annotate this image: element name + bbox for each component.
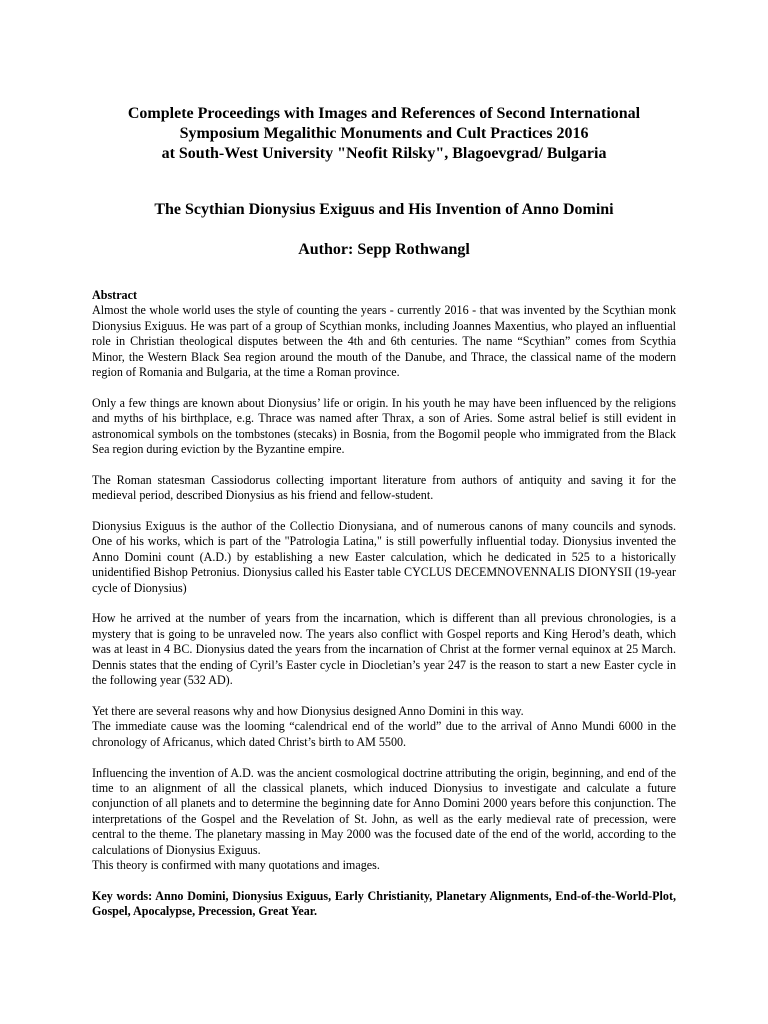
reasons-line: Yet there are several reasons why and how Dionysius designed Anno Domini in this way. [92, 703, 524, 718]
abstract-paragraph-3: The Roman statesman Cassiodorus collecting important literature from authors of antiquity and saving it for the medieval period, described Dionysius as his friend and fellow-student. [92, 472, 676, 503]
abstract-paragraph-5: How he arrived at the number of years from the incarnation, which is different than all previous chronologies, is a mystery that is going to be unraveled now. The years also conflict with Gospel reports and King Herod’s death, which was at least in 4 BC. Dionysius dated the years from the incarnation of Christ at the former vernal equinox at 25 March. Dennis states that the ending of Cyril’s Easter cycle in Diocletian’s year 247 is the reason to start a new Easter cycle in the following year (532 AD). [92, 611, 676, 688]
proceedings-header [92, 104, 676, 164]
keywords-paragraph: Key words: Anno Domini, Dionysius Exiguus, Early Christianity, Planetary Alignments, End-of-the-World-Plot, Gospel, Apocalypse, Precession, Great Year. [92, 888, 676, 919]
header-line-3: at South-West University "Neofit Rilsky", Blagoevgrad/ Bulgaria [161, 145, 607, 162]
paper-author: Author: Sepp Rothwangl [298, 241, 470, 258]
header-line-1: Complete Proceedings with Images and References of Second International [127, 105, 641, 122]
confirmed-line: This theory is confirmed with many quotations and images. [92, 857, 380, 872]
abstract-paragraph-4: Dionysius Exiguus is the author of the Collectio Dionysiana, and of numerous canons of many councils and synods. One of his works, which is part of the "Patrologia Latina," is still powerfully influential today. Dionysius invented the Anno Domini count (A.D.) by establishing a new Easter calculation, which he dedicated in 525 to a historically unidentified Bishop Petronius. Dionysius called his Easter table CYCLUS DECEMNOVENNALIS DIONYSII (19-year cycle of Dionysius) [92, 519, 676, 595]
immediate-cause-paragraph: The immediate cause was the looming “calendrical end of the world” due to the arrival of Anno Mundi 6000 in the chronology of Africanus, which dated Christ’s birth to AM 5500. [92, 719, 676, 749]
header-line-2: Symposium Megalithic Monuments and Cult Practices 2016 [179, 125, 589, 142]
influencing-paragraph: Influencing the invention of A.D. was the ancient cosmological doctrine attributing the origin, beginning, and end of the time to an alignment of all the classical planets, which induced Dionysius to investigate and calculate a future conjunction of all planets and to determine the beginning date for Anno Domini 2000 years before this conjunction. The interpretations of the Gospel and the Revelation of St. John, as well as the early medieval rate of precession, were central to the theme. The planetary massing in May 2000 was the focused date of the end of the world, according to the calculations of Dionysius Exiguus. [92, 765, 676, 857]
paper-title: The Scythian Dionysius Exiguus and His Invention of Anno Domini [154, 201, 614, 218]
abstract-paragraph-1-text: Almost the whole world uses the style of counting the years - currently 2016 - that was invented by the Scythian monk Dionysius Exiguus. He was part of a group of Scythian monks, including Joannes Maxentius, who played an influential role in Christian theological disputes between the 4th and 6th centuries. The name “Scythian” comes from Scythia Minor, the Western Black Sea region around the mouth of the Danube, and Thrace, the classical name of the modern region of Romania and Bulgaria, at the time a Roman province. [92, 303, 676, 380]
abstract-paragraph-1 [92, 288, 676, 380]
paper-page [92, 104, 676, 935]
abstract-section [92, 288, 676, 920]
abstract-heading: Abstract [92, 288, 138, 302]
abstract-paragraph-2: Only a few things are known about Dionysius’ life or origin. In his youth he may have been influenced by the religions and myths of his birthplace, e.g. Thrace was named after Thrax, a son of Aries. Some astral belief is still evident in astronomical symbols on the tombstones (stecaks) in Bosnia, from the Bogomil people who immigrated from the Black Sea region during eviction by the Byzantine empire. [92, 395, 676, 457]
